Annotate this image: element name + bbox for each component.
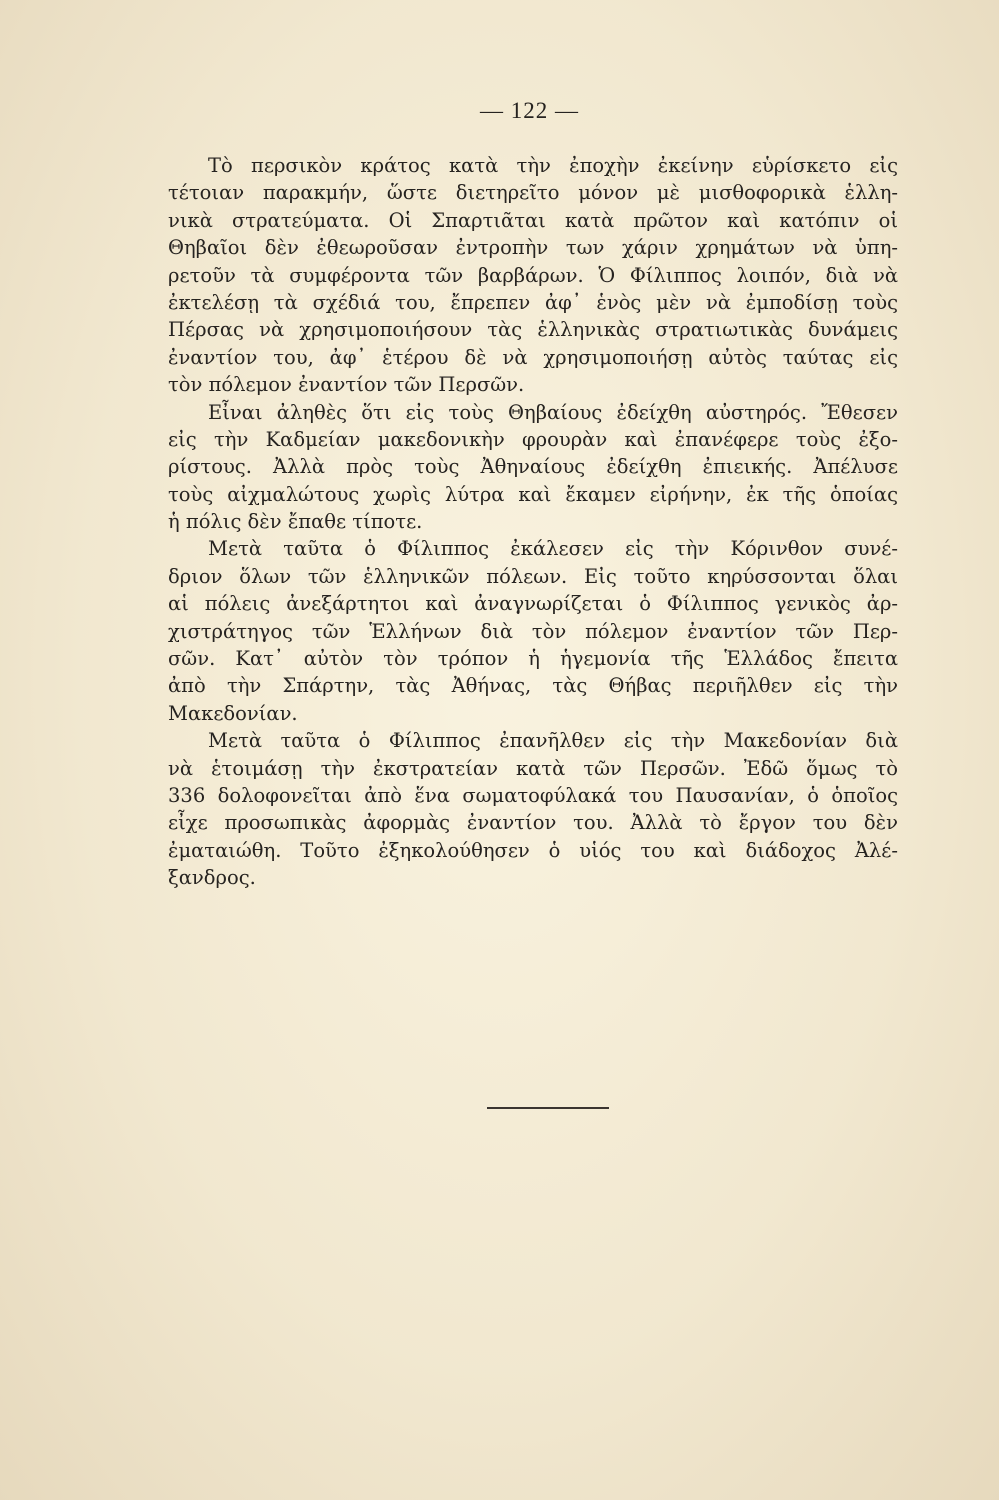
text-line: ἀπὸ τὴν Σπάρτην, τὰς Ἀθήνας, τὰς Θήβας περιῆλθεν εἰς τὴν: [168, 674, 898, 698]
text-line: Μετὰ ταῦτα ὁ Φίλιππος ἐκάλεσεν εἰς τὴν Κόρινθον συνέ-: [208, 537, 898, 561]
paragraph-2: [168, 399, 898, 536]
text-line: σῶν. Κατ᾽ αὐτὸν τὸν τρόπον ἡ ἡγεμονία τῆς Ἑλλάδος ἔπειτα: [168, 647, 898, 671]
text-line: 336 δολοφονεῖται ἀπὸ ἕνα σωματοφύλακά του Παυσανίαν, ὁ ὁποῖος: [168, 783, 898, 807]
text-line: Θηβαῖοι δὲν ἐθεωροῦσαν ἐντροπὴν των χάριν χρημάτων νὰ ὑπη-: [168, 236, 898, 260]
text-line: ἡ πόλις δὲν ἔπαθε τίποτε.: [168, 510, 423, 534]
text-line: τέτοιαν παρακμήν, ὥστε διετηρεῖτο μόνον μὲ μισθοφορικὰ ἑλλη-: [168, 181, 898, 205]
text-line: δριον ὅλων τῶν ἑλληνικῶν πόλεων. Εἰς τοῦτο κηρύσσονται ὅλαι: [168, 564, 898, 588]
end-rule-divider: [487, 1107, 609, 1109]
text-line: τὸν πόλεμον ἐναντίον τῶν Περσῶν.: [168, 373, 525, 397]
text-line: ἐναντίον του, ἀφ᾽ ἑτέρου δὲ νὰ χρησιμοποιήσῃ αὐτὸς ταύτας εἰς: [168, 345, 898, 369]
paragraph-4: [168, 727, 898, 891]
text-line: Πέρσας νὰ χρησιμοποιήσουν τὰς ἑλληνικὰς στρατιωτικὰς δυνάμεις: [168, 318, 898, 342]
paragraph-1: [168, 152, 898, 399]
text-line: Μετὰ ταῦτα ὁ Φίλιππος ἐπανῆλθεν εἰς τὴν Μακεδονίαν διὰ: [208, 729, 898, 753]
body-text: [168, 152, 898, 892]
text-line: νικὰ στρατεύματα. Οἱ Σπαρτιᾶται κατὰ πρῶτον καὶ κατόπιν οἱ: [168, 208, 898, 232]
text-line: ρίστους. Ἀλλὰ πρὸς τοὺς Ἀθηναίους ἐδείχθη ἐπιεικής. Ἀπέλυσε: [168, 455, 898, 479]
text-line: ρετοῦν τὰ συμφέροντα τῶν βαρβάρων. Ὁ Φίλιππος λοιπόν, διὰ νὰ: [168, 263, 898, 287]
text-line: ἐματαιώθη. Τοῦτο ἐξηκολούθησεν ὁ υἱός του καὶ διάδοχος Ἀλέ-: [168, 838, 898, 862]
text-line: νὰ ἑτοιμάσῃ τὴν ἐκστρατείαν κατὰ τῶν Περσῶν. Ἐδῶ ὅμως τὸ: [168, 756, 898, 780]
text-line: αἱ πόλεις ἀνεξάρτητοι καὶ ἀναγνωρίζεται ὁ Φίλιππος γενικὸς ἀρ-: [168, 592, 898, 616]
paragraph-3: [168, 535, 898, 727]
page-number: — 122 —: [480, 98, 579, 123]
text-line: εἰς τὴν Καδμείαν μακεδονικὴν φρουρὰν καὶ ἐπανέφερε τοὺς ἐξο-: [168, 427, 898, 451]
text-line: εἶχε προσωπικὰς ἀφορμὰς ἐναντίον του. Ἀλλὰ τὸ ἔργον του δὲν: [168, 811, 898, 835]
text-line: Μακεδονίαν.: [168, 701, 298, 725]
text-line: τοὺς αἰχμαλώτους χωρὶς λύτρα καὶ ἔκαμεν εἰρήνην, ἐκ τῆς ὁποίας: [168, 482, 898, 506]
text-line: ξανδρος.: [168, 866, 256, 890]
text-line: Τὸ περσικὸν κράτος κατὰ τὴν ἐποχὴν ἐκείνην εὑρίσκετο εἰς: [208, 154, 898, 177]
text-line: ἐκτελέσῃ τὰ σχέδιά του, ἔπρεπεν ἀφ᾽ ἑνὸς μὲν νὰ ἐμποδίσῃ τοὺς: [168, 290, 898, 314]
text-line: χιστράτηγος τῶν Ἑλλήνων διὰ τὸν πόλεμον ἐναντίον τῶν Περ-: [168, 619, 898, 643]
text-line: Εἶναι ἀληθὲς ὅτι εἰς τοὺς Θηβαίους ἐδείχθη αὐστηρός. Ἔθεσεν: [208, 400, 898, 424]
